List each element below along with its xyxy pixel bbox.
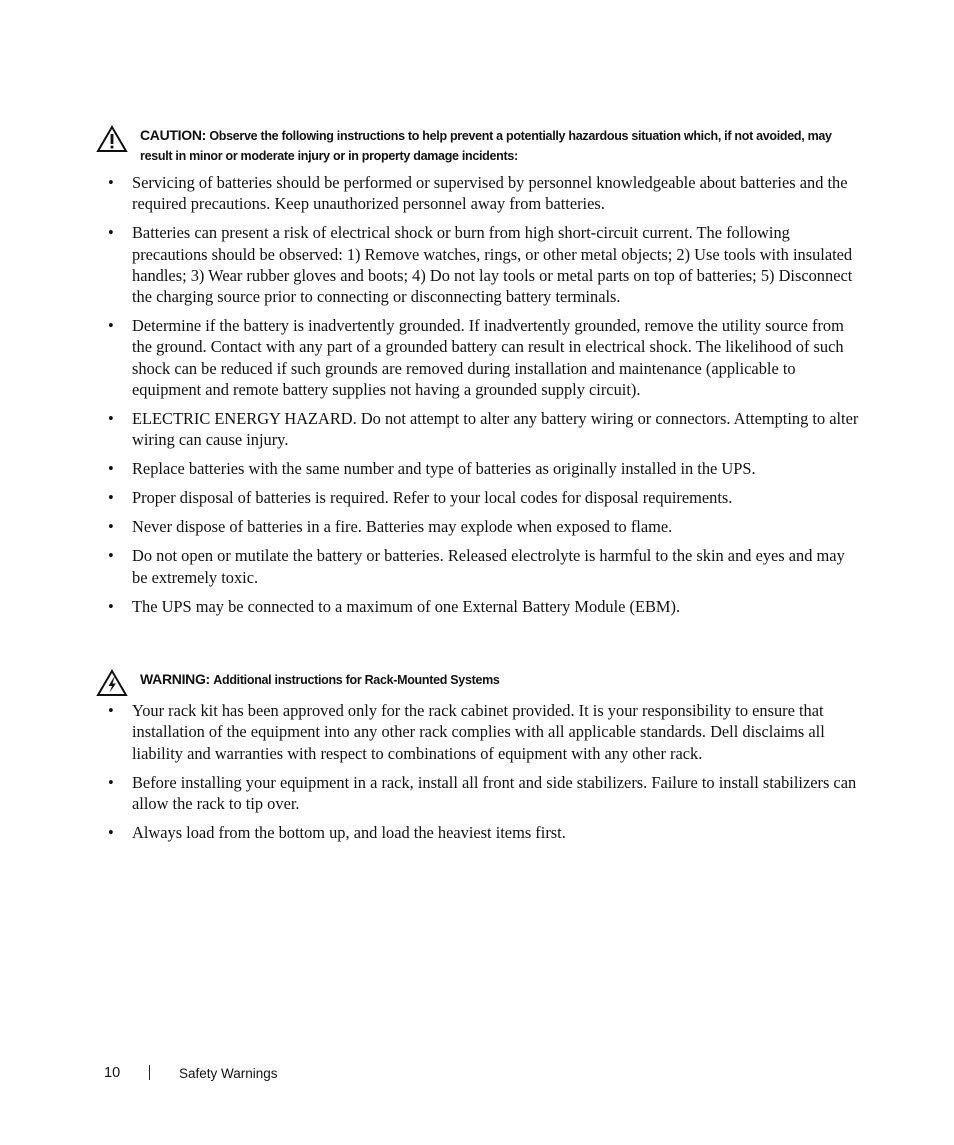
bullet-icon: • [108,459,114,479]
caution-triangle-icon [96,125,128,153]
warning-message: Additional instructions for Rack-Mounted Systems [213,673,500,687]
list-item-text: Proper disposal of batteries is required. Refer to your local codes for disposal requirements. [132,488,733,508]
rack-instructions-list [96,700,860,851]
list-item-text: ELECTRIC ENERGY HAZARD. Do not attempt to alter any battery wiring or connectors. Attempting to alter wiring can cause injury. [132,409,859,450]
list-item-text: Always load from the bottom up, and load the heaviest items first. [132,822,566,842]
list-item [96,172,860,215]
list-item-text: Your rack kit has been approved only for the rack cabinet provided. It is your responsibility to ensure that installation of the equipment into any other rack complies with all applicable standards. Dell disclaims all liability and warranties with respect to combinations of equipment with any other rack. [132,701,825,763]
list-item [96,315,860,400]
section-title: Safety Warnings [179,1066,278,1081]
battery-precautions-list [96,172,860,625]
list-item [96,222,860,307]
list-item-text: Determine if the battery is inadvertently grounded. If inadvertently grounded, remove the utility source from the ground. Contact with any part of a grounded battery can result in electrical shock. The likelihood of such shock can be reduced if such grounds are removed during installation and maintenance (applicable to equipment and remote battery supplies not having a grounded supply circuit). [132,316,844,400]
bullet-icon: • [108,173,114,192]
list-item-text: Replace batteries with the same number and type of batteries as originally installed in the UPS. [132,459,756,479]
bullet-icon: • [108,772,114,792]
list-item [96,772,860,815]
list-item [96,822,860,843]
bullet-icon: • [108,488,114,508]
warning-text [140,669,856,690]
list-item [96,516,860,537]
bullet-icon: • [108,701,114,720]
list-item [96,458,860,479]
list-item [96,700,860,764]
list-item-text: Batteries can present a risk of electrical shock or burn from high short-circuit current. The following precautions should be observed: 1) Remove watches, rings, or other metal objects; 2) Use tools with insulated handles; 3) Wear rubber gloves and boots; 4) Do not lay tools or metal parts on top of batteries; 5) Disconnect the charging source prior to connecting or disconnecting battery terminals. [132,223,853,307]
list-item-text: The UPS may be connected to a maximum of one External Battery Module (EBM). [132,596,681,616]
list-item-text: Before installing your equipment in a rack, install all front and side stabilizers. Failure to install stabilizers can allow the rack to tip over. [132,772,857,813]
warning-label: WARNING: [140,671,210,687]
warning-notice [96,669,856,690]
bullet-icon: • [108,316,114,336]
electrical-hazard-icon [96,669,128,697]
bullet-icon: • [108,822,114,842]
bullet-icon: • [108,517,114,537]
bullet-icon: • [108,546,114,566]
list-item-text: Do not open or mutilate the battery or batteries. Released electrolyte is harmful to the skin and eyes and may be extremely toxic. [132,546,845,587]
caution-notice [96,125,856,166]
list-item-text: Servicing of batteries should be performed or supervised by personnel knowledgeable about batteries and the required precautions. Keep unauthorized personnel away from batteries. [132,173,848,214]
list-item [96,408,860,451]
list-item [96,596,860,617]
caution-message: Observe the following instructions to help prevent a potentially hazardous situation which, if not avoided, may result in minor or moderate injury or in property damage incidents: [140,129,832,163]
list-item [96,487,860,508]
list-item-text: Never dispose of batteries in a fire. Batteries may explode when exposed to flame. [132,517,673,537]
caution-text [140,125,856,166]
caution-label: CAUTION: [140,127,207,143]
bullet-icon: • [108,409,114,429]
bullet-icon: • [108,596,114,616]
list-item [96,545,860,588]
footer-separator [149,1065,150,1080]
bullet-icon: • [108,223,114,243]
page-number: 10 [104,1065,121,1081]
